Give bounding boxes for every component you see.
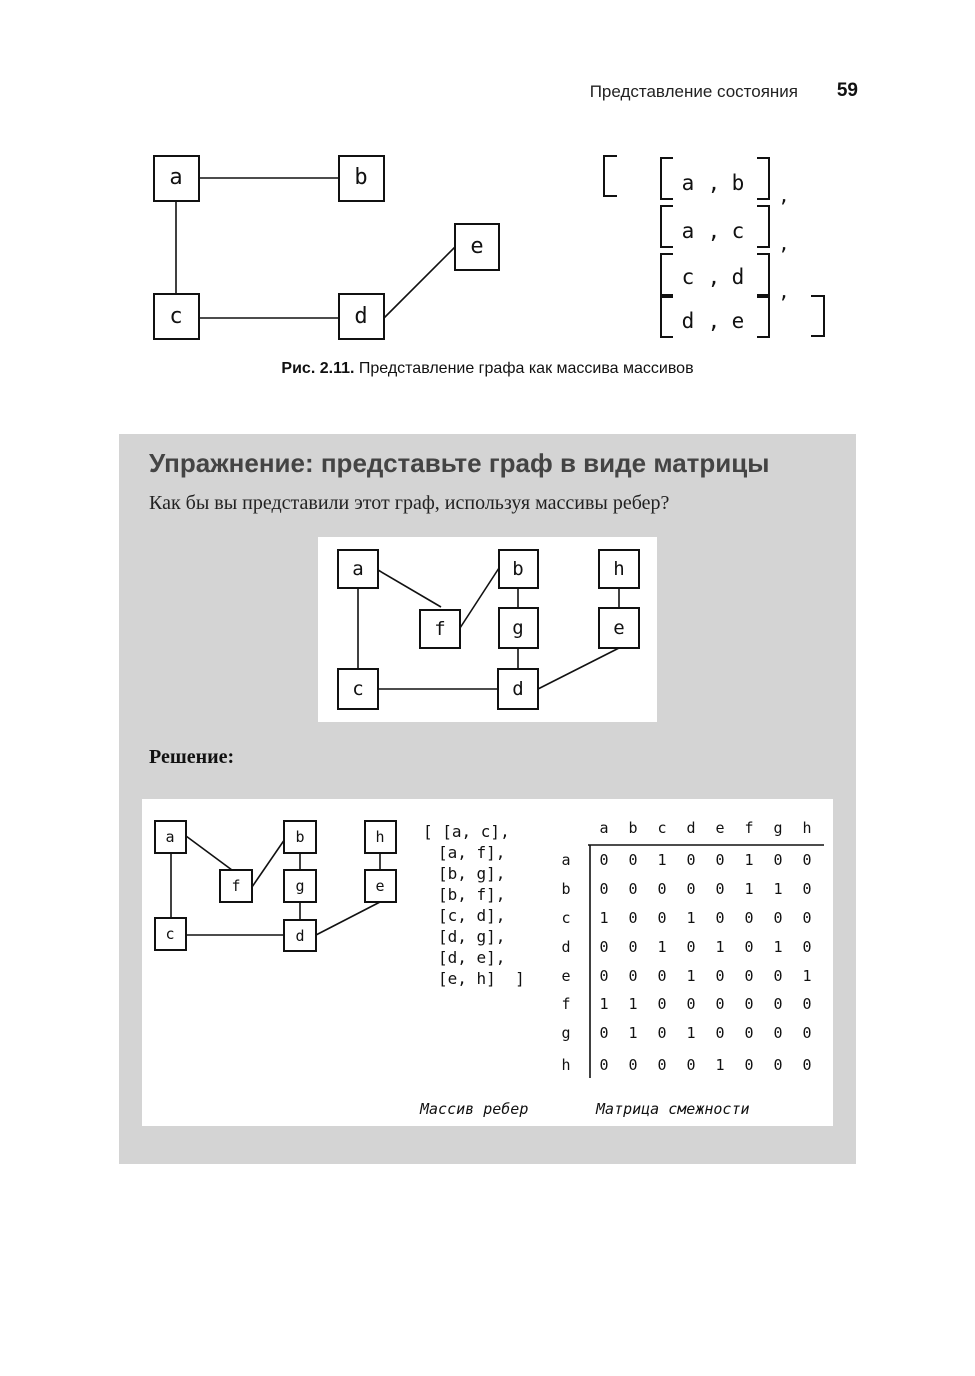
- matrix-cell: 0: [657, 909, 667, 927]
- node-e: [599, 608, 639, 648]
- array-element: d: [681, 309, 695, 333]
- figure-caption-text: Представление графа как массива массивов: [354, 360, 694, 377]
- matrix-cell: 0: [802, 1024, 812, 1042]
- matrix-cell: 0: [802, 880, 812, 898]
- figure-2-11: [0, 0, 975, 360]
- matrix-cell: 1: [744, 880, 754, 898]
- outer-open-bracket: [604, 156, 617, 196]
- matrix-row-header: b: [561, 880, 571, 898]
- exercise-graph: [318, 537, 657, 722]
- matrix-col-header: f: [744, 819, 754, 837]
- node-b: [499, 550, 538, 588]
- matrix-cell: 0: [657, 880, 667, 898]
- node-a: [338, 550, 378, 588]
- matrix-cell: 1: [628, 995, 638, 1013]
- matrix-cell: 0: [802, 938, 812, 956]
- edge-list-line: [d, e],: [438, 948, 506, 967]
- inner-close-bracket: [757, 158, 769, 199]
- matrix-cell: 0: [686, 1056, 696, 1074]
- inner-open-bracket: [661, 206, 673, 247]
- edge-list-line: [d, g],: [438, 927, 506, 946]
- array-comma: ,: [707, 219, 721, 243]
- matrix-row-header: e: [561, 967, 571, 985]
- matrix-cell: 1: [686, 1024, 696, 1042]
- node-h: [365, 821, 396, 853]
- node-d: [498, 669, 538, 709]
- node-h: [599, 550, 639, 588]
- array-comma: ,: [707, 171, 721, 195]
- matrix-cell: 0: [773, 909, 783, 927]
- node-d: [339, 294, 384, 339]
- matrix-cell: 0: [744, 995, 754, 1013]
- matrix-cell: 0: [599, 1024, 609, 1042]
- svg-text:a: a: [169, 165, 183, 190]
- node-c: [155, 918, 186, 950]
- svg-text:a: a: [352, 558, 364, 580]
- matrix-cell: 0: [715, 909, 725, 927]
- node-e: [365, 870, 396, 902]
- node-a: [154, 156, 199, 201]
- exercise-title: Упражнение: представьте граф в виде матрицы: [149, 448, 770, 478]
- figure-caption-label: Рис. 2.11.: [281, 360, 355, 377]
- edge-d-e: [384, 247, 455, 318]
- svg-text:b: b: [295, 828, 305, 846]
- inner-close-bracket: [757, 206, 769, 247]
- solution-panel: [142, 799, 833, 1126]
- array-element: c: [731, 219, 745, 243]
- matrix-col-header: h: [802, 819, 812, 837]
- svg-text:e: e: [375, 877, 385, 895]
- matrix-col-header: g: [773, 819, 783, 837]
- edge-d-e: [538, 648, 619, 689]
- matrix-col-header: a: [599, 819, 609, 837]
- exercise-graph-svg: [318, 537, 657, 722]
- array-separator: ,: [778, 233, 790, 255]
- array-comma: ,: [707, 265, 721, 289]
- array-separator: ,: [778, 281, 790, 303]
- page-number: 59: [836, 80, 858, 101]
- matrix-col-header: b: [628, 819, 638, 837]
- svg-text:c: c: [352, 678, 364, 700]
- matrix-caption: Матрица смежности: [596, 1100, 750, 1118]
- inner-close-bracket: [757, 297, 769, 337]
- node-f: [220, 870, 252, 902]
- edge-a-f: [186, 836, 236, 873]
- matrix-cell: 0: [715, 880, 725, 898]
- svg-text:e: e: [613, 617, 625, 639]
- svg-text:c: c: [169, 304, 183, 329]
- matrix-cell: 0: [744, 1024, 754, 1042]
- matrix-col-header: c: [657, 819, 667, 837]
- matrix-cell: 0: [802, 909, 812, 927]
- running-title: Представление состояния: [589, 82, 798, 101]
- node-f: [420, 610, 460, 648]
- figure-caption: [0, 360, 975, 378]
- svg-text:c: c: [165, 925, 175, 943]
- svg-text:f: f: [434, 618, 446, 640]
- node-a: [155, 821, 186, 853]
- matrix-cell: 1: [686, 909, 696, 927]
- exercise-box: [119, 434, 856, 1164]
- matrix-cell: 0: [773, 995, 783, 1013]
- inner-open-bracket: [661, 158, 673, 199]
- matrix-row-header: a: [561, 851, 571, 869]
- matrix-cell: 0: [715, 995, 725, 1013]
- matrix-cell: 0: [599, 1056, 609, 1074]
- svg-text:e: e: [470, 234, 484, 259]
- node-d: [284, 920, 316, 951]
- edge-d-e: [316, 902, 380, 935]
- matrix-cell: 0: [773, 1024, 783, 1042]
- matrix-cell: 0: [628, 880, 638, 898]
- array-element: c: [681, 265, 695, 289]
- adjacency-matrix: [561, 819, 824, 1078]
- node-e: [455, 224, 499, 270]
- matrix-cell: 1: [599, 909, 609, 927]
- inner-open-bracket: [661, 297, 673, 337]
- node-g: [284, 870, 316, 902]
- edge-list-line: [b, g],: [438, 864, 506, 883]
- matrix-row-header: d: [561, 938, 571, 956]
- matrix-row-header: g: [561, 1024, 571, 1042]
- edge-list-line: [a, f],: [438, 843, 506, 862]
- solution-label: Решение:: [149, 746, 235, 768]
- matrix-cell: 0: [657, 1056, 667, 1074]
- matrix-cell: 1: [657, 851, 667, 869]
- edge-list-caption: Массив ребер: [420, 1100, 529, 1118]
- exercise-question: Как бы вы представили этот граф, используя массивы ребер?: [149, 492, 670, 514]
- matrix-row-header: h: [561, 1056, 571, 1074]
- array-element: a: [681, 219, 695, 243]
- matrix-cell: 1: [657, 938, 667, 956]
- solution-graph: [142, 799, 833, 1126]
- edge-b-f: [252, 836, 287, 887]
- edge-list-line: [ [a, c],: [423, 822, 510, 841]
- matrix-row-header: f: [561, 995, 571, 1013]
- matrix-cell: 0: [657, 1024, 667, 1042]
- svg-text:b: b: [354, 165, 368, 190]
- matrix-cell: 1: [599, 995, 609, 1013]
- node-g: [499, 608, 538, 648]
- matrix-cell: 0: [599, 851, 609, 869]
- edge-list: [423, 822, 525, 988]
- matrix-cell: 0: [802, 995, 812, 1013]
- matrix-cell: 0: [744, 909, 754, 927]
- array-elements: [682, 171, 790, 333]
- node-b: [339, 156, 384, 201]
- matrix-cell: 0: [773, 1056, 783, 1074]
- matrix-cell: 0: [599, 938, 609, 956]
- outer-close-bracket: [811, 296, 824, 336]
- svg-text:b: b: [512, 558, 524, 580]
- matrix-row-header: c: [561, 909, 571, 927]
- matrix-cell: 1: [628, 1024, 638, 1042]
- matrix-cell: 0: [773, 851, 783, 869]
- matrix-cell: 0: [599, 967, 609, 985]
- inner-close-bracket: [757, 254, 769, 295]
- matrix-cell: 0: [686, 851, 696, 869]
- matrix-cell: 0: [628, 967, 638, 985]
- matrix-cell: 0: [599, 880, 609, 898]
- svg-text:d: d: [512, 678, 524, 700]
- inner-open-bracket: [661, 254, 673, 295]
- svg-text:g: g: [295, 877, 305, 895]
- matrix-cell: 0: [628, 1056, 638, 1074]
- node-c: [154, 294, 199, 339]
- array-element: b: [731, 171, 745, 195]
- matrix-cell: 0: [744, 1056, 754, 1074]
- figure-graph: [154, 156, 499, 339]
- array-element: d: [731, 265, 745, 289]
- edge-a-f: [378, 570, 441, 607]
- matrix-cell: 0: [657, 967, 667, 985]
- node-b: [284, 821, 316, 853]
- edge-list-line: [e, h] ]: [438, 969, 525, 988]
- array-element: a: [681, 171, 695, 195]
- matrix-cell: 1: [686, 967, 696, 985]
- matrix-cell: 0: [686, 995, 696, 1013]
- matrix-cell: 0: [773, 967, 783, 985]
- matrix-cell: 0: [628, 851, 638, 869]
- svg-text:f: f: [231, 877, 241, 895]
- matrix-cell: 0: [686, 880, 696, 898]
- matrix-cell: 0: [628, 909, 638, 927]
- array-element: e: [731, 309, 745, 333]
- svg-text:a: a: [165, 828, 175, 846]
- matrix-cell: 1: [802, 967, 812, 985]
- matrix-cell: 0: [686, 938, 696, 956]
- matrix-cell: 1: [715, 1056, 725, 1074]
- svg-text:d: d: [295, 927, 305, 945]
- matrix-cell: 0: [802, 851, 812, 869]
- matrix-cell: 1: [773, 880, 783, 898]
- matrix-col-header: e: [715, 819, 725, 837]
- matrix-cell: 0: [628, 938, 638, 956]
- svg-text:h: h: [375, 828, 385, 846]
- svg-text:g: g: [512, 617, 524, 639]
- edge-list-line: [b, f],: [438, 885, 506, 904]
- node-c: [338, 669, 378, 709]
- matrix-cell: 0: [657, 995, 667, 1013]
- matrix-cell: 1: [744, 851, 754, 869]
- matrix-cell: 1: [715, 938, 725, 956]
- matrix-cell: 0: [744, 967, 754, 985]
- matrix-cell: 1: [773, 938, 783, 956]
- array-separator: ,: [778, 185, 790, 207]
- matrix-cell: 0: [715, 1024, 725, 1042]
- matrix-cell: 0: [715, 851, 725, 869]
- edge-b-f: [460, 568, 499, 628]
- svg-text:d: d: [354, 304, 368, 329]
- matrix-cell: 0: [744, 938, 754, 956]
- matrix-cell: 0: [715, 967, 725, 985]
- edge-list-line: [c, d],: [438, 906, 506, 925]
- matrix-col-header: d: [686, 819, 696, 837]
- array-comma: ,: [707, 309, 721, 333]
- matrix-cell: 0: [802, 1056, 812, 1074]
- svg-text:h: h: [613, 558, 625, 580]
